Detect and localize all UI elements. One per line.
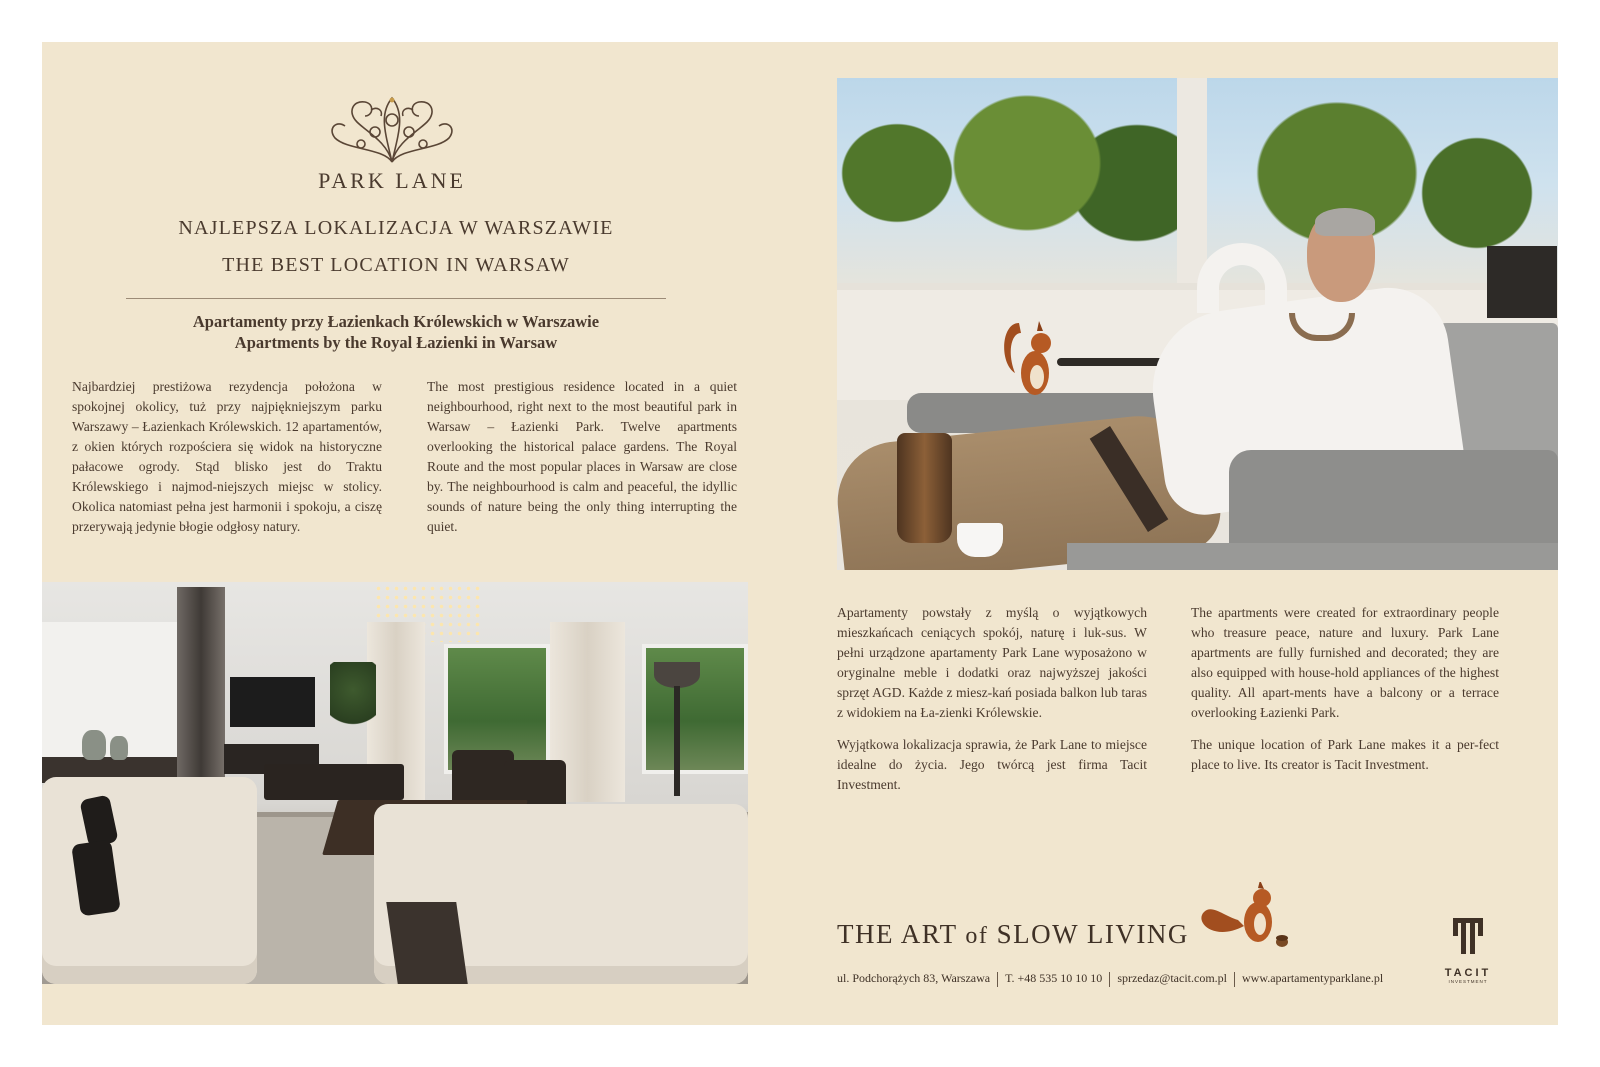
brochure-spread: [42, 42, 1558, 1025]
tacit-logo: [1438, 916, 1498, 984]
contact-website[interactable]: www.apartamentyparklane.pl: [1241, 971, 1384, 985]
contact-bar: [837, 971, 1383, 987]
peacock-ornament-icon: [327, 92, 457, 164]
tagline-part-2: of: [965, 923, 989, 949]
tacit-monogram-icon: [1451, 916, 1485, 956]
details-english-paragraph-1: The apartments were created for extraordinary people who treasure peace, nature and luxury. Park Lane apartments are fully furnished and decorated; they are also equipped with house-hold appliances of the highest quality. All apart-ments have a balcony or a terrace overlooking Łazienki Park.: [1191, 605, 1499, 720]
contact-email[interactable]: sprzedaz@tacit.com.pl: [1117, 971, 1227, 985]
tagline: [837, 919, 1189, 950]
intro-text-english: The most prestigious residence located in a quiet neighbourhood, right next to the most beautiful park in Warsaw – Łazienki Park. Twelve apartments overlooking the historical palace gardens. The Royal Route and the most popular places in Warsaw are close by. The neighbourhood is calm and peaceful, the idyllic sounds of nature being the only thing interrupting the quiet.: [427, 379, 737, 534]
intro-text-polish: Najbardziej prestiżowa rezydencja położona w spokojnej okolicy, tuż przy najpiękniejszym parku Warszawy – Łazienkach Królewskich. 12 apartamentów, z okien których rozpościera się widok na historyczne pałacowe ogrody. Stąd blisko jest do Traktu Królewskiego i najmod-niejszych miejsc w stolicy. Okolica natomiast pełna jest harmonii i spokoju, a ciszę przerywają jedynie błogie odgłosy natury.: [72, 379, 382, 534]
details-polish-paragraph-2: Wyjątkowa lokalizacja sprawia, że Park Lane to miejsce idealne do życia. Jego twórcą jest firma Tacit Investment.: [837, 737, 1147, 792]
details-text-english: [1191, 603, 1499, 775]
hero-photo: [837, 78, 1558, 570]
tagline-part-1: THE ART: [837, 919, 958, 949]
squirrel-icon: [1194, 882, 1292, 952]
details-polish-paragraph-1: Apartamenty powstały z myślą o wyjątkowych mieszkańcach ceniących spokój, naturę i luk-sus. W pełni urządzone apartamenty Park Lane wyposażono w oryginalne meble i dodatki oraz najwyższej jakości sprzęt AGD. Każde z miesz-kań posiada balkon lub taras z widokiem na Ła-zienki Królewskie.: [837, 605, 1147, 720]
brand-name: PARK LANE: [318, 168, 466, 193]
headline-english: THE BEST LOCATION IN WARSAW: [222, 254, 570, 276]
subheadline-polish: Apartamenty przy Łazienkach Królewskich w Warszawie: [192, 312, 600, 331]
subheadline-english: Apartments by the Royal Łazienki in Warsaw: [234, 333, 558, 352]
contact-phone[interactable]: T. +48 535 10 10 10: [1005, 971, 1103, 985]
divider: [126, 298, 666, 299]
details-text-polish: [837, 603, 1147, 795]
squirrel-figure: [997, 303, 1057, 403]
contact-address: ul. Podchorążych 83, Warszawa: [837, 971, 991, 985]
tacit-sub: INVESTMENT: [1448, 979, 1488, 984]
separator: [997, 972, 998, 987]
separator: [1109, 972, 1110, 987]
separator: [1234, 972, 1235, 987]
interior-photo: [42, 582, 748, 984]
headline-polish: NAJLEPSZA LOKALIZACJA W WARSZAWIE: [178, 217, 614, 239]
tacit-name: TACIT: [1444, 967, 1492, 979]
details-english-paragraph-2: The unique location of Park Lane makes it a per-fect place to live. Its creator is Tacit Investment.: [1191, 737, 1499, 772]
tagline-part-3: SLOW LIVING: [996, 919, 1189, 949]
park-lane-logo: [312, 92, 472, 194]
